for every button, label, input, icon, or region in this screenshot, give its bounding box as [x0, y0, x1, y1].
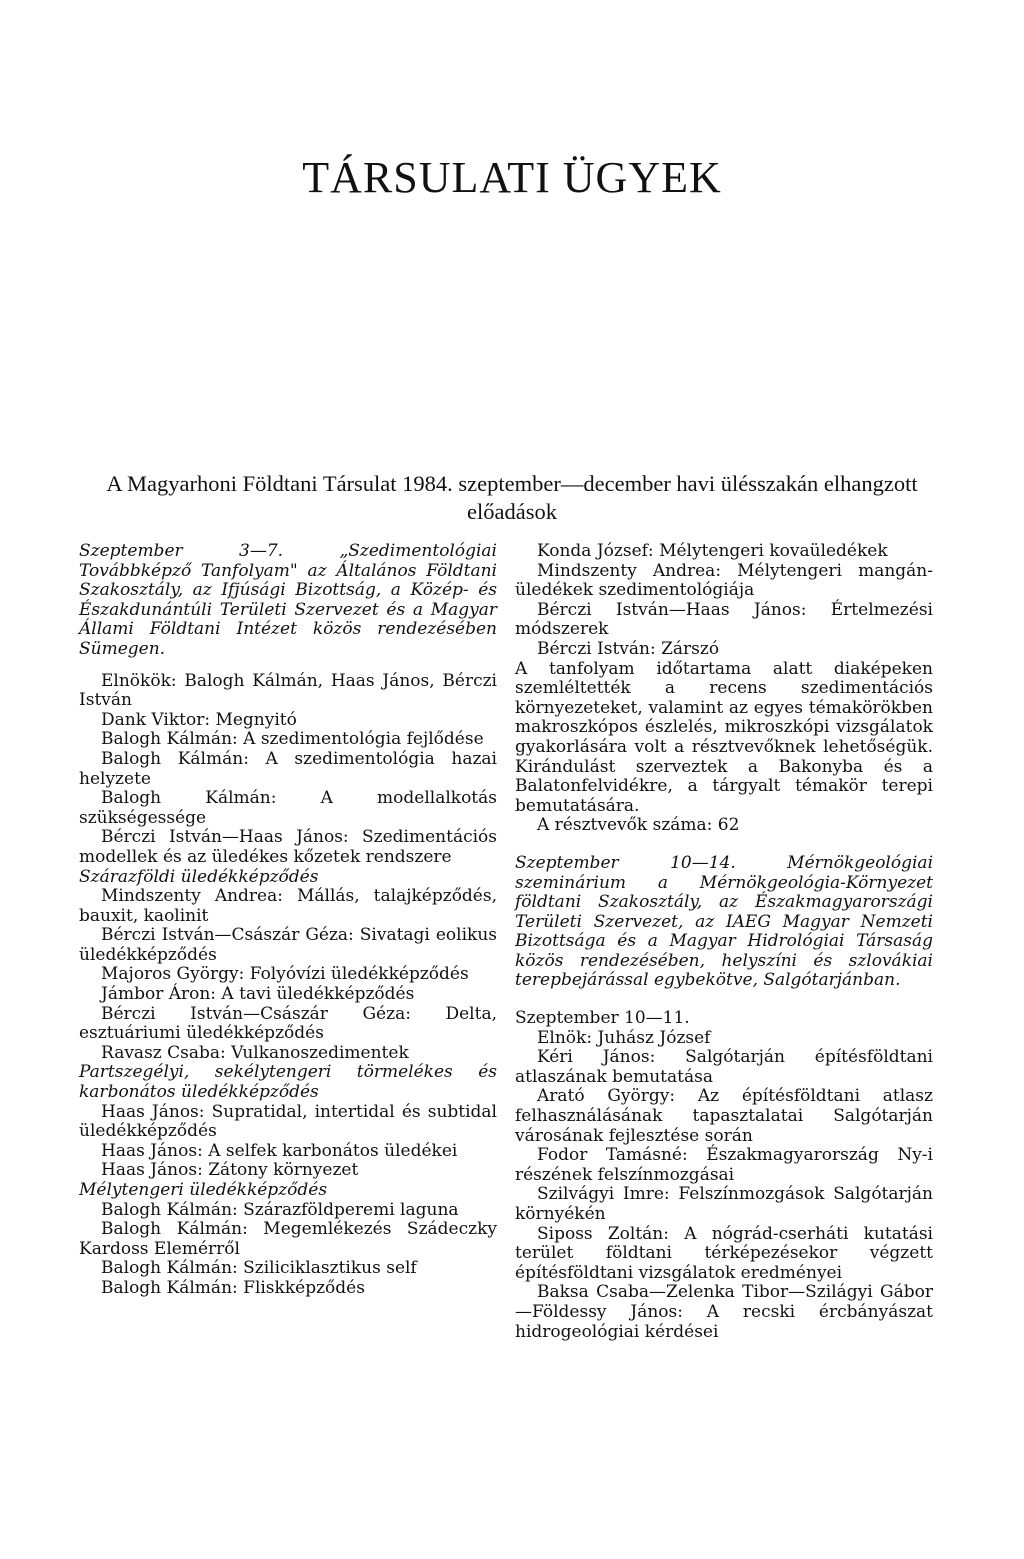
right-column [515, 542, 933, 1342]
lecture-item: Majoros György: Folyóvízi üledékképződés [101, 964, 469, 985]
event-intro: Szeptember 10—14. Mérnökgeológiai szeminárium a Mérnökgeológia-Környezet földtani Szakosztály, az Északmagyarországi Területi Szervezet, az IAEG Magyar Nemzeti Bizottsága és a Magyar Hidrológiai Társaság közös rendezésében, helyszíni és szlovákiai terepbejárással egybekötve, Salgótarjánban. [515, 852, 933, 991]
subheading: Mélytengeri üledékképződés [79, 1180, 328, 1200]
lecture-item: Szilvágyi Imre: Felszínmozgások Salgótarján környékén [515, 1184, 933, 1224]
lecture-item: Balogh Kálmán: Megemlékezés Szádeczky Kardoss Elemérről [79, 1219, 497, 1259]
lecture-item: Balogh Kálmán: A szedimentológia hazai helyzete [79, 748, 497, 789]
lecture-item: Bérczi István—Haas János: Értelmezési módszerek [515, 599, 933, 640]
event-intro: Szeptember 3—7. „Szedimentológiai Továbbképző Tanfolyam" az Általános Földtani Szakosztály, az Ifjúsági Bizottság, a Közép- és Északdunántúli Területi Szervezet és a Magyar Állami Földtani Intézet közös rendezésében Sümegen. [79, 541, 497, 659]
lecture-item: Ravasz Csaba: Vulkanoszedimentek [101, 1042, 409, 1063]
participants-count: A résztvevők száma: 62 [537, 815, 740, 836]
lecture-item: Bérczi István—Haas János: Szedimentációs modellek és az üledékes kőzetek rendszere [79, 827, 497, 867]
lecture-item: Bérczi István—Császár Géza: Sivatagi eolikus üledékképződés [79, 925, 497, 965]
lecture-item: Bérczi István: Zárszó [537, 638, 720, 659]
lecture-item: Arató György: Az építésföldtani atlasz felhasználásának tapasztalatai Salgótarján városának fejlesztése során [515, 1086, 933, 1146]
lecture-item: Balogh Kálmán: Sziliciklasztikus self [101, 1258, 417, 1279]
lecture-item: Kéri János: Salgótarján építésföldtani atlaszának bemutatása [515, 1047, 933, 1087]
lecture-item: Haas János: A selfek karbonátos üledékei [101, 1140, 458, 1161]
chairs-line: Elnökök: Balogh Kálmán, Haas János, Bérczi István [79, 670, 497, 711]
lecture-item: Baksa Csaba—Zelenka Tibor—Szilágyi Gábor—Földessy János: A recski ércbányászat hidrogeológiai kérdései [515, 1282, 933, 1342]
lecture-item: Fodor Tamásné: Északmagyarország Ny-i részének felszínmozgásai [515, 1145, 933, 1185]
lecture-item: Siposs Zoltán: A nógrád-cserháti kutatási terület földtani térképezésekor végzett építésföldtani vizsgálatok eredményei [515, 1223, 933, 1283]
chairs-line: Elnök: Juhász József [537, 1027, 711, 1048]
left-column [79, 542, 497, 1299]
page-title: TÁRSULATI ÜGYEK [302, 153, 722, 202]
lecture-item: Haas János: Supratidal, intertidal és subtidal üledékképződés [79, 1101, 497, 1142]
subheading: Partszegélyi, sekélytengeri törmelékes és karbonátos üledékképződés [79, 1062, 497, 1103]
session-date: Szeptember 10—11. [515, 1008, 690, 1029]
lecture-item: Dank Viktor: Megnyitó [101, 709, 297, 730]
lecture-item: Jámbor Áron: A tavi üledékképződés [101, 984, 415, 1005]
lecture-item: Balogh Kálmán: Fliskképződés [101, 1277, 365, 1298]
lecture-item: Haas János: Zátony környezet [101, 1160, 359, 1181]
lecture-item: Mindszenty Andrea: Mállás, talajképződés, bauxit, kaolinit [79, 886, 497, 926]
lecture-item: Konda József: Mélytengeri kovaüledékek [537, 541, 888, 561]
lecture-item: Mindszenty Andrea: Mélytengeri mangán-üledékek szedimentológiája [515, 560, 933, 601]
summary-text: A tanfolyam időtartama alatt diaképeken szemléltették a recens szedimentációs környezeteket, valamint az egyes témakörökben makroszkópos észlelés, mikroszkópi vizsgálatok gyakorlására volt a résztvevőknek lehetőségük. Kirándulást szerveztek a Bakonyba és a Balatonfelvidékre, a tárgyalt témakör terepi bemutatására. [515, 658, 933, 816]
lecture-item: Balogh Kálmán: Szárazföldperemi laguna [101, 1199, 459, 1220]
section-title: A Magyarhoni Földtani Társulat 1984. szeptember—december havi ülésszakán elhangzott előadások [106, 471, 918, 524]
lecture-item: Balogh Kálmán: A szedimentológia fejlődése [101, 729, 484, 750]
lecture-item: Bérczi István—Császár Géza: Delta, esztuáriumi üledékképződés [79, 1003, 497, 1044]
subheading: Szárazföldi üledékképződés [79, 866, 319, 887]
lecture-item: Balogh Kálmán: A modellalkotás szükségessége [79, 788, 497, 828]
